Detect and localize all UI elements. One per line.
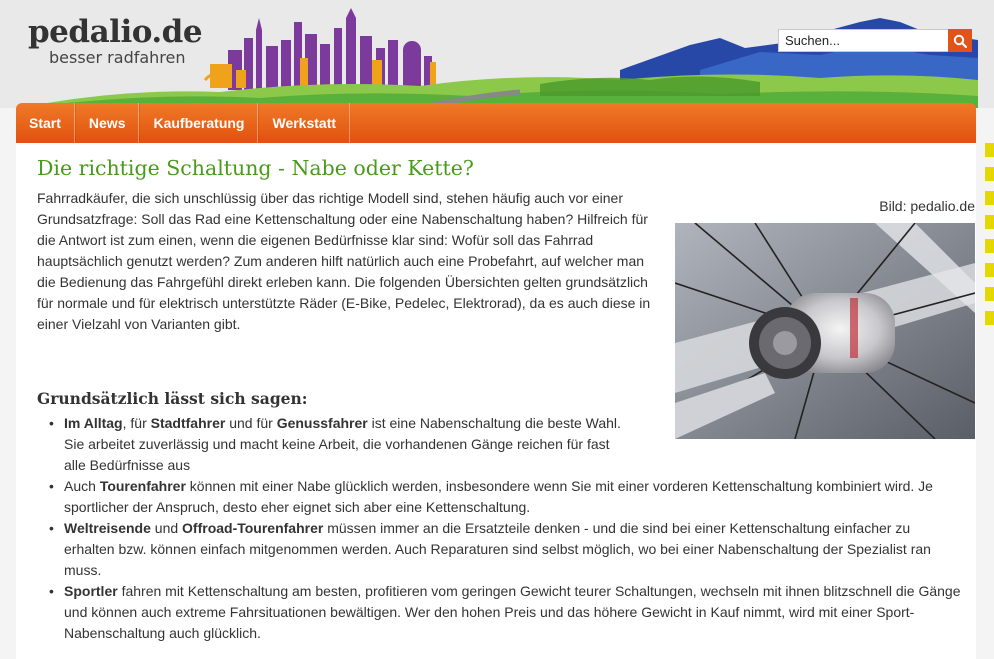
list-item-text: , für	[122, 415, 151, 431]
nav-item-start[interactable]: Start	[16, 103, 75, 143]
list-item-bold: Stadtfahrer	[150, 415, 226, 431]
image-caption: Bild: pedalio.de	[879, 198, 975, 214]
list-item-text: fahren mit Kettenschaltung am besten, profitieren vom geringen Gewicht teurer Schaltungen, wechseln mit ihnen blitzschnell die Gänge und können auch extreme Fahrsituationen bewältigen. Wer den hohen Preis und das höhere Gewicht in Kauf nimmt, wird mit einer Sport-Nabenschaltung auch glücklich.	[64, 583, 961, 641]
list-item-bold: Im Alltag	[64, 415, 123, 431]
list-item-bold: Weltreisende	[64, 520, 151, 536]
search-box	[778, 29, 972, 52]
section-heading: Grundsätzlich lässt sich sagen:	[37, 389, 308, 408]
list-item-text: und	[150, 520, 183, 536]
list-item-text: und für	[225, 415, 277, 431]
list-item	[46, 518, 964, 581]
main-navigation	[16, 103, 976, 143]
list-item-bold: Genussfahrer	[276, 415, 368, 431]
list-item-text: Auch	[64, 478, 100, 494]
nav-item-news[interactable]: News	[75, 103, 140, 143]
list-item-text: können mit einer Nabe glücklich werden, insbesondere wenn Sie mit einer vorderen Kettenschaltung kombiniert wird. Je sportlicher der Anspruch, desto eher eignet sich aber eine Kettenschaltung.	[64, 478, 933, 515]
decorative-yellow-dashes	[985, 143, 994, 343]
nav-item-werkstatt[interactable]: Werkstatt	[258, 103, 350, 143]
intro-paragraph: Fahrradkäufer, die sich unschlüssig über das richtige Modell sind, stehen häufig auch vor einer Grundsatzfrage: Soll das Rad eine Kettenschaltung oder eine Nabenschaltung haben? Hilfreich für die Antwort ist zum einen, wenn die eigenen Bedürfnisse klar sind: Wofür soll das Fahrrad hauptsächlich genutzt werden? Zum anderen hilft natürlich auch eine Probefahrt, auf welcher man die Bedienung das Fahrgefühl direkt erleben kann. Die folgenden Übersichten gelten grundsätzlich für normale und für elektrisch unterstützte Räder (E-Bike, Pedelec, Elektrorad), da es auch diese in einer Vielzahl von Varianten gibt.	[37, 190, 651, 332]
site-header	[0, 0, 994, 108]
summary-list	[46, 413, 964, 644]
list-item-bold: Offroad-Tourenfahrer	[182, 520, 324, 536]
list-item	[46, 413, 631, 476]
article-content	[16, 143, 976, 659]
list-item-bold: Sportler	[64, 583, 118, 599]
list-item-text: ist eine Nabenschaltung die beste Wahl. Sie arbeitet zuverlässig und macht keine Arbeit, die vorhandenen Gänge reichen für fast alle Bedürfnisse aus	[64, 415, 621, 473]
list-item-text: müssen immer an die Ersatzteile denken - und die sind bei einer Kettenschaltung einfacher zu erhalten bzw. können einfach mitgenommen werden. Auch Reparaturen sind selbst möglich, wo bei einer Nabenschaltung der Spezialist ran muss.	[64, 520, 931, 578]
article-figure	[675, 188, 975, 439]
search-button[interactable]	[948, 29, 972, 52]
search-icon	[953, 34, 967, 48]
list-item	[46, 581, 964, 644]
list-item	[46, 476, 964, 518]
page-title: Die richtige Schaltung - Nabe oder Kette?	[37, 156, 474, 180]
bicycle-hub-photo	[675, 223, 975, 439]
search-input[interactable]	[778, 29, 948, 52]
site-tagline: besser radfahren	[49, 48, 186, 67]
list-item-bold: Tourenfahrer	[99, 478, 186, 494]
nav-item-kaufberatung[interactable]: Kaufberatung	[139, 103, 258, 143]
site-logo-title[interactable]: pedalio.de	[28, 14, 203, 50]
